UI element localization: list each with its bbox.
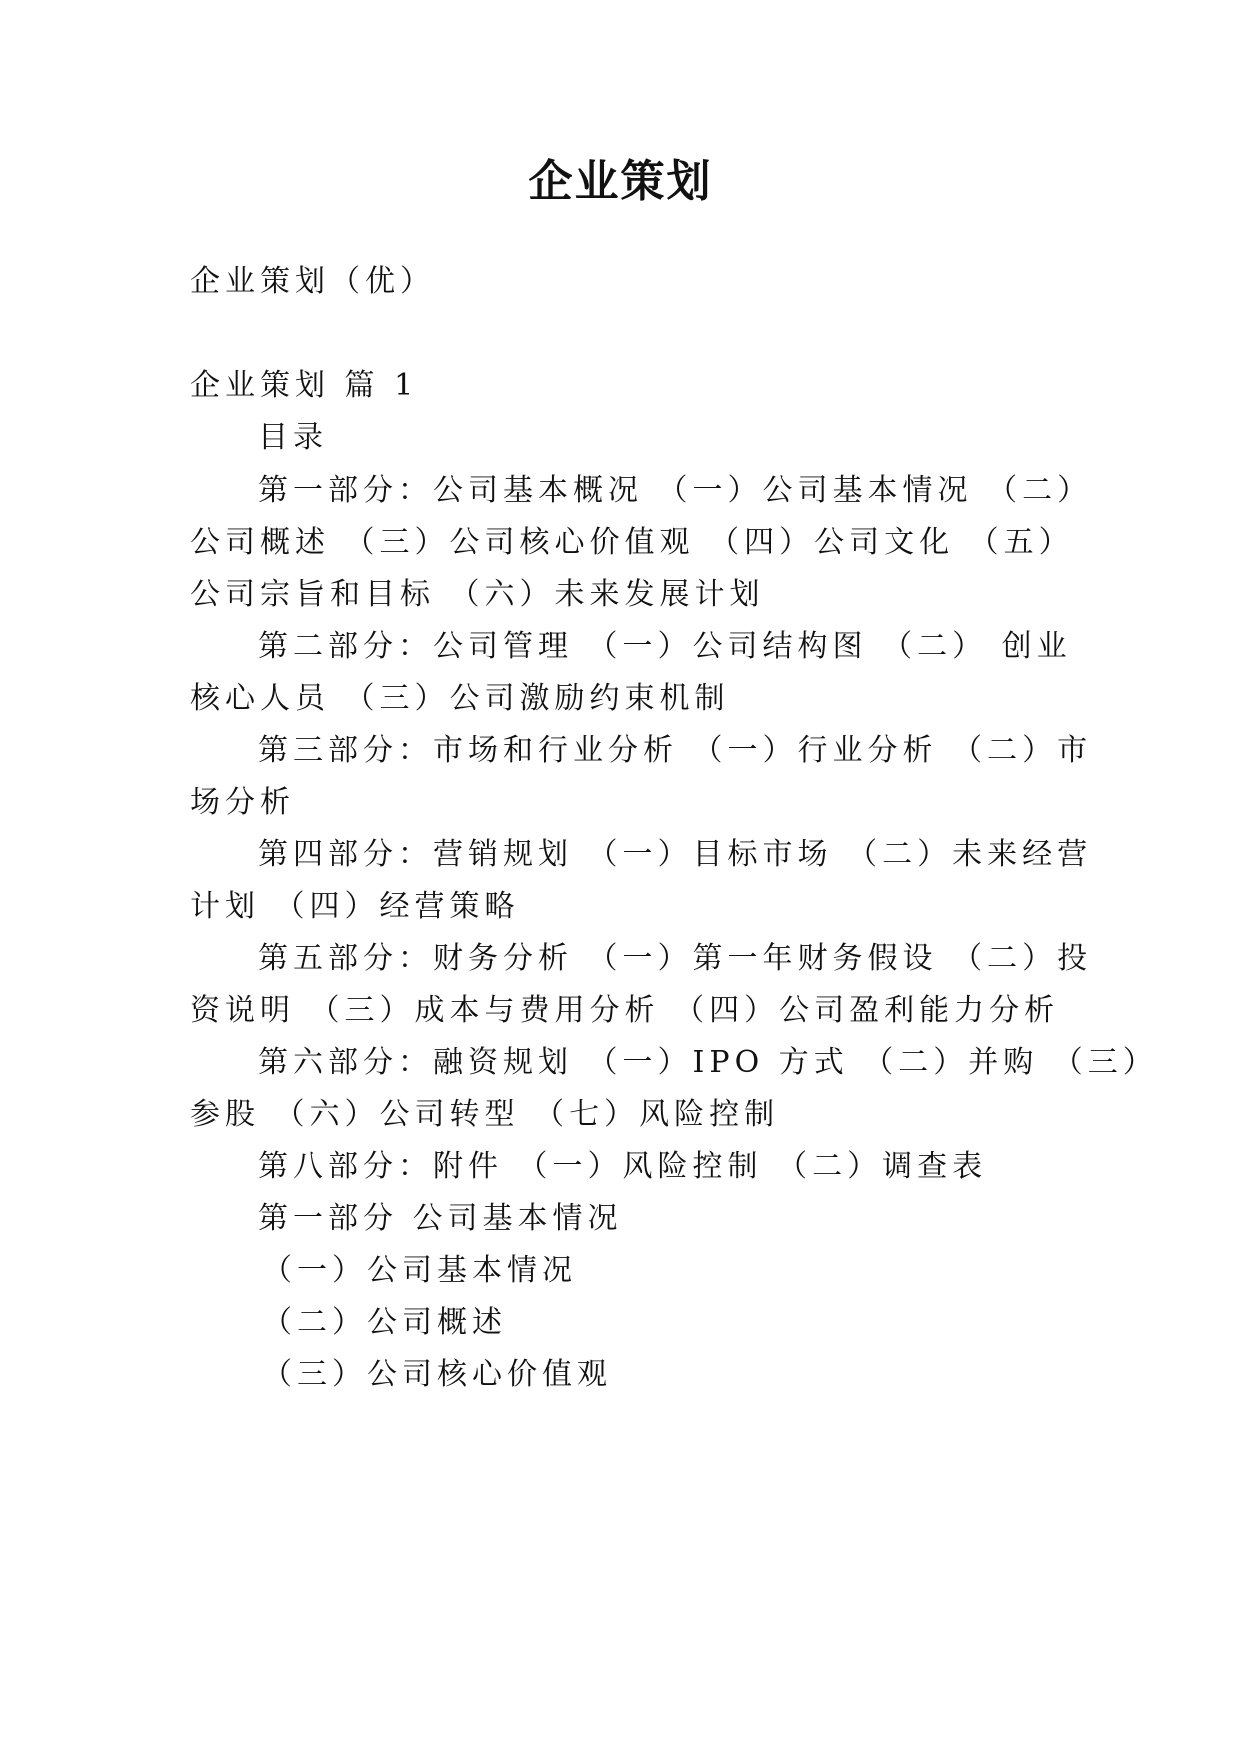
sub-item: （三）公司核心价值观 bbox=[262, 1357, 612, 1392]
toc-line-continuation: 参股 （六）公司转型 （七）风险控制 bbox=[190, 1097, 780, 1132]
toc-line-part-2: 第二部分：公司管理 （一）公司结构图 （二） 创业 bbox=[258, 629, 1072, 664]
sub-item: （二）公司概述 bbox=[262, 1305, 507, 1340]
toc-line-continuation: 核心人员 （三）公司激励约束机制 bbox=[190, 681, 730, 716]
toc-label: 目录 bbox=[258, 420, 328, 455]
toc-line-part-8: 第八部分：附件 （一）风险控制 （二）调查表 bbox=[258, 1149, 988, 1184]
part-heading: 第一部分 公司基本情况 bbox=[258, 1201, 623, 1236]
toc-line-part-6: 第六部分：融资规划 （一）IPO 方式 （二）并购 （三） bbox=[258, 1045, 1158, 1080]
document-subtitle: 企业策划（优） bbox=[190, 264, 435, 299]
toc-line-continuation: 公司概述 （三）公司核心价值观 （四）公司文化 （五） bbox=[190, 525, 1074, 560]
toc-line-part-4: 第四部分：营销规划 （一）目标市场 （二）未来经营 bbox=[258, 837, 1093, 872]
section-heading: 企业策划 篇 1 bbox=[190, 368, 419, 403]
toc-line-part-3: 第三部分：市场和行业分析 （一）行业分析 （二）市 bbox=[258, 733, 1093, 768]
toc-line-part-5: 第五部分：财务分析 （一）第一年财务假设 （二）投 bbox=[258, 941, 1093, 976]
toc-line-continuation: 公司宗旨和目标 （六）未来发展计划 bbox=[190, 577, 765, 612]
toc-line-part-1: 第一部分：公司基本概况 （一）公司基本情况 （二） bbox=[258, 473, 1093, 508]
toc-line-continuation: 计划 （四）经营策略 bbox=[190, 889, 520, 924]
sub-item: （一）公司基本情况 bbox=[262, 1253, 577, 1288]
toc-line-continuation: 场分析 bbox=[190, 785, 295, 820]
document-title: 企业策划 bbox=[528, 156, 713, 207]
toc-line-continuation: 资说明 （三）成本与费用分析 （四）公司盈利能力分析 bbox=[190, 993, 1060, 1028]
